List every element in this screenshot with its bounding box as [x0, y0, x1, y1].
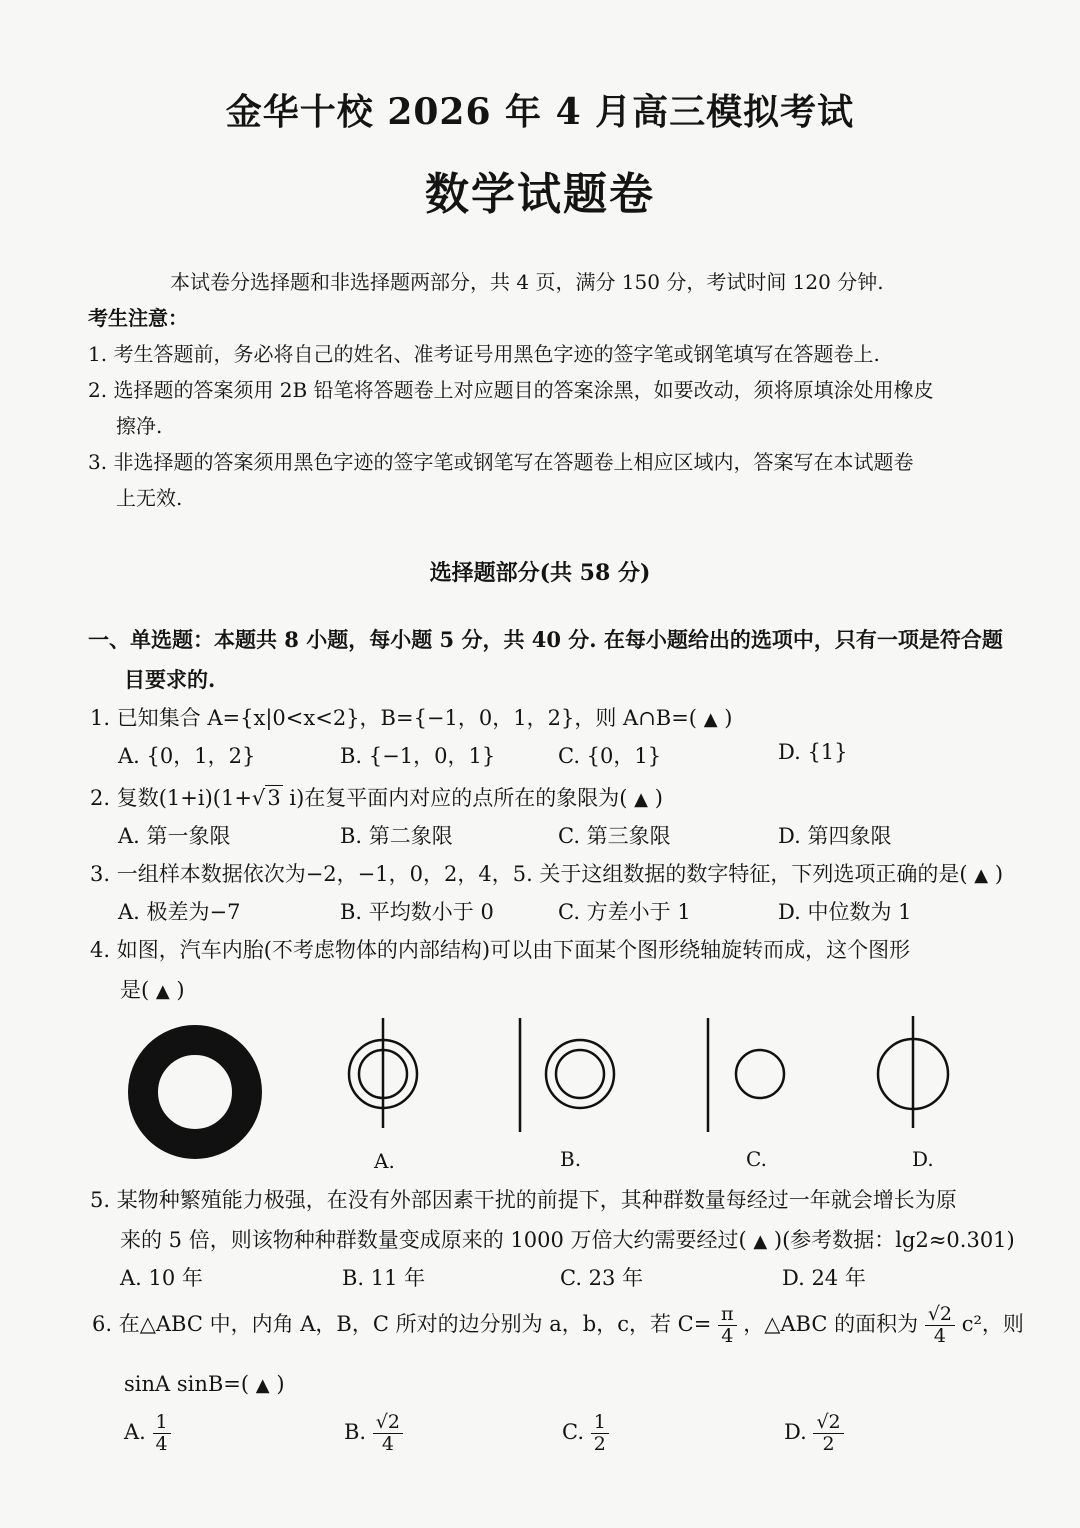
- option-label: A.: [124, 1419, 146, 1444]
- question-2: [90, 782, 663, 812]
- q1-option-a: A. {0，1，2}: [118, 744, 256, 768]
- question-6: [92, 1304, 1024, 1347]
- option-fraction: [591, 1412, 609, 1455]
- option-fraction: [373, 1412, 403, 1455]
- intro-text: 本试卷分选择题和非选择题两部分，共 4 页，满分 150 分，考试时间 120 分钟.: [170, 270, 884, 294]
- answer-mark: ▲: [255, 1375, 270, 1396]
- figure-c-label: C.: [746, 1147, 767, 1171]
- notice-item-2: 2. 选择题的答案须用 2B 铅笔将答题卷上对应题目的答案涂黑，如要改动，须将原填涂处用橡皮: [88, 378, 934, 402]
- q5-option-a: A. 10 年: [120, 1266, 203, 1290]
- close-paren: ): [176, 978, 185, 1002]
- question-4-cont: [120, 974, 185, 1004]
- question-3: [90, 858, 1003, 888]
- area-fraction: [925, 1304, 955, 1347]
- option-fraction: [813, 1412, 843, 1455]
- question-1: [90, 702, 732, 732]
- option-numerator: √2: [373, 1412, 403, 1434]
- question-5: 5. 某物种繁殖能力极强，在没有外部因素干扰的前提下，其种群数量每经过一年就会增长为原: [90, 1188, 957, 1212]
- option-numerator: 1: [153, 1412, 171, 1434]
- q3-option-a: A. 极差为−7: [118, 900, 241, 924]
- q1-option-d: D. {1}: [778, 740, 848, 764]
- area-denominator: 4: [933, 1324, 946, 1347]
- answer-mark: ▲: [703, 709, 718, 730]
- answer-mark: ▲: [974, 865, 989, 886]
- question-6-stem-end: c²，则: [961, 1311, 1024, 1336]
- question-4: 4. 如图，汽车内胎(不考虑物体的内部结构)可以由下面某个图形绕轴旋转而成，这个图形: [90, 938, 911, 962]
- answer-mark: ▲: [634, 789, 648, 810]
- close-paren: ): [654, 786, 663, 810]
- question-2-pre: 2. 复数(1+i)(1+√: [90, 786, 266, 810]
- question-2-post: i)在复平面内对应的点所在的象限为(: [282, 786, 628, 810]
- section-heading: 选择题部分(共 58 分): [429, 560, 651, 586]
- q1-option-b: B. {−1，0，1}: [340, 744, 496, 768]
- question-1-stem: 1. 已知集合 A={x|0<x<2}，B={−1，0，1，2}，则 A∩B=(: [90, 706, 697, 730]
- angle-numerator: π: [718, 1304, 737, 1326]
- notice-item-3-cont: 上无效.: [116, 486, 183, 510]
- q6-option-d: [784, 1412, 844, 1455]
- answer-mark: ▲: [155, 981, 170, 1002]
- exam-title: 金华十校 2026 年 4 月高三模拟考试: [225, 91, 855, 133]
- option-label: D.: [784, 1419, 807, 1444]
- radicand: 3: [267, 786, 281, 810]
- notice-item-1: 1. 考生答题前，务必将自己的姓名、准考证号用黑色字迹的签字笔或钢笔填写在答题卷上.: [88, 342, 880, 366]
- question-5-stem-b: 来的 5 倍，则该物种种群数量变成原来的 1000 万倍大约需要经过(: [120, 1228, 747, 1252]
- option-label: B.: [344, 1419, 367, 1444]
- q5-option-d: D. 24 年: [782, 1266, 866, 1290]
- q2-option-b: B. 第二象限: [340, 824, 453, 848]
- option-denominator: 2: [593, 1432, 606, 1455]
- option-label: C.: [562, 1419, 584, 1444]
- q6-option-c: [562, 1412, 609, 1455]
- notice-item-2-cont: 擦净.: [116, 414, 163, 438]
- figure-a: [349, 1018, 417, 1173]
- q2-option-d: D. 第四象限: [778, 824, 892, 848]
- paper-subtitle: 数学试题卷: [425, 169, 655, 220]
- close-paren: ): [724, 706, 733, 730]
- circle-c: [736, 1050, 784, 1098]
- notice-heading: 考生注意：: [88, 306, 188, 330]
- inner-circle-b: [556, 1050, 604, 1098]
- question-6-stem-mid: ，△ABC 的面积为: [743, 1311, 919, 1336]
- option-fraction: [153, 1412, 171, 1455]
- figure-d: [878, 1016, 948, 1171]
- q5-option-b: B. 11 年: [342, 1266, 426, 1290]
- answer-mark: ▲: [753, 1231, 768, 1252]
- angle-fraction: [718, 1304, 737, 1347]
- figure-b: [520, 1018, 614, 1171]
- question-6-stem-b: sinA sinB=(: [124, 1372, 250, 1396]
- option-denominator: 2: [822, 1432, 835, 1455]
- q3-option-b: B. 平均数小于 0: [340, 900, 494, 924]
- q2-option-c: C. 第三象限: [558, 824, 671, 848]
- q3-option-c: C. 方差小于 1: [558, 900, 691, 924]
- q1-option-c: C. {0，1}: [558, 744, 662, 768]
- q5-option-c: C. 23 年: [560, 1266, 644, 1290]
- close-paren: ): [994, 862, 1004, 886]
- part-heading: 一、单选题：本题共 8 小题，每小题 5 分，共 40 分. 在每小题给出的选项中，只有一项是符合题: [88, 627, 1003, 652]
- q2-option-a: A. 第一象限: [118, 824, 231, 848]
- question-6-cont: [124, 1372, 285, 1396]
- q4-figures: [0, 1010, 1080, 1180]
- option-denominator: 4: [155, 1432, 168, 1455]
- figure-d-label: D.: [912, 1147, 934, 1171]
- q3-option-d: D. 中位数为 1: [778, 900, 912, 924]
- area-numerator: √2: [925, 1304, 955, 1326]
- question-6-stem-a: 6. 在△ABC 中，内角 A，B，C 所对的边分别为 a，b，c，若 C=: [92, 1311, 712, 1336]
- figure-a-label: A.: [374, 1149, 395, 1173]
- tire-tube-figure: [143, 1040, 247, 1144]
- q6-option-b: [344, 1412, 403, 1455]
- option-denominator: 4: [381, 1432, 394, 1455]
- tire-hole: [164, 1061, 226, 1123]
- figure-c: [708, 1018, 784, 1171]
- close-paren: ): [276, 1372, 285, 1396]
- question-3-stem: 3. 一组样本数据依次为−2，−1，0，2，4，5. 关于这组数据的数字特征，下列选项正确的是(: [90, 862, 968, 886]
- reference-data: )(参考数据：lg2≈0.301): [773, 1228, 1015, 1252]
- option-numerator: 1: [591, 1412, 609, 1434]
- q6-option-a: [124, 1412, 171, 1455]
- question-4-stem-b: 是(: [120, 978, 150, 1002]
- figure-b-label: B.: [560, 1147, 582, 1171]
- question-5-cont: [120, 1224, 1015, 1254]
- notice-item-3: 3. 非选择题的答案须用黑色字迹的签字笔或钢笔写在答题卷上相应区域内，答案写在本试题卷: [88, 450, 914, 474]
- option-numerator: √2: [813, 1412, 843, 1434]
- part-heading-cont: 目要求的.: [124, 667, 216, 692]
- angle-denominator: 4: [721, 1324, 734, 1347]
